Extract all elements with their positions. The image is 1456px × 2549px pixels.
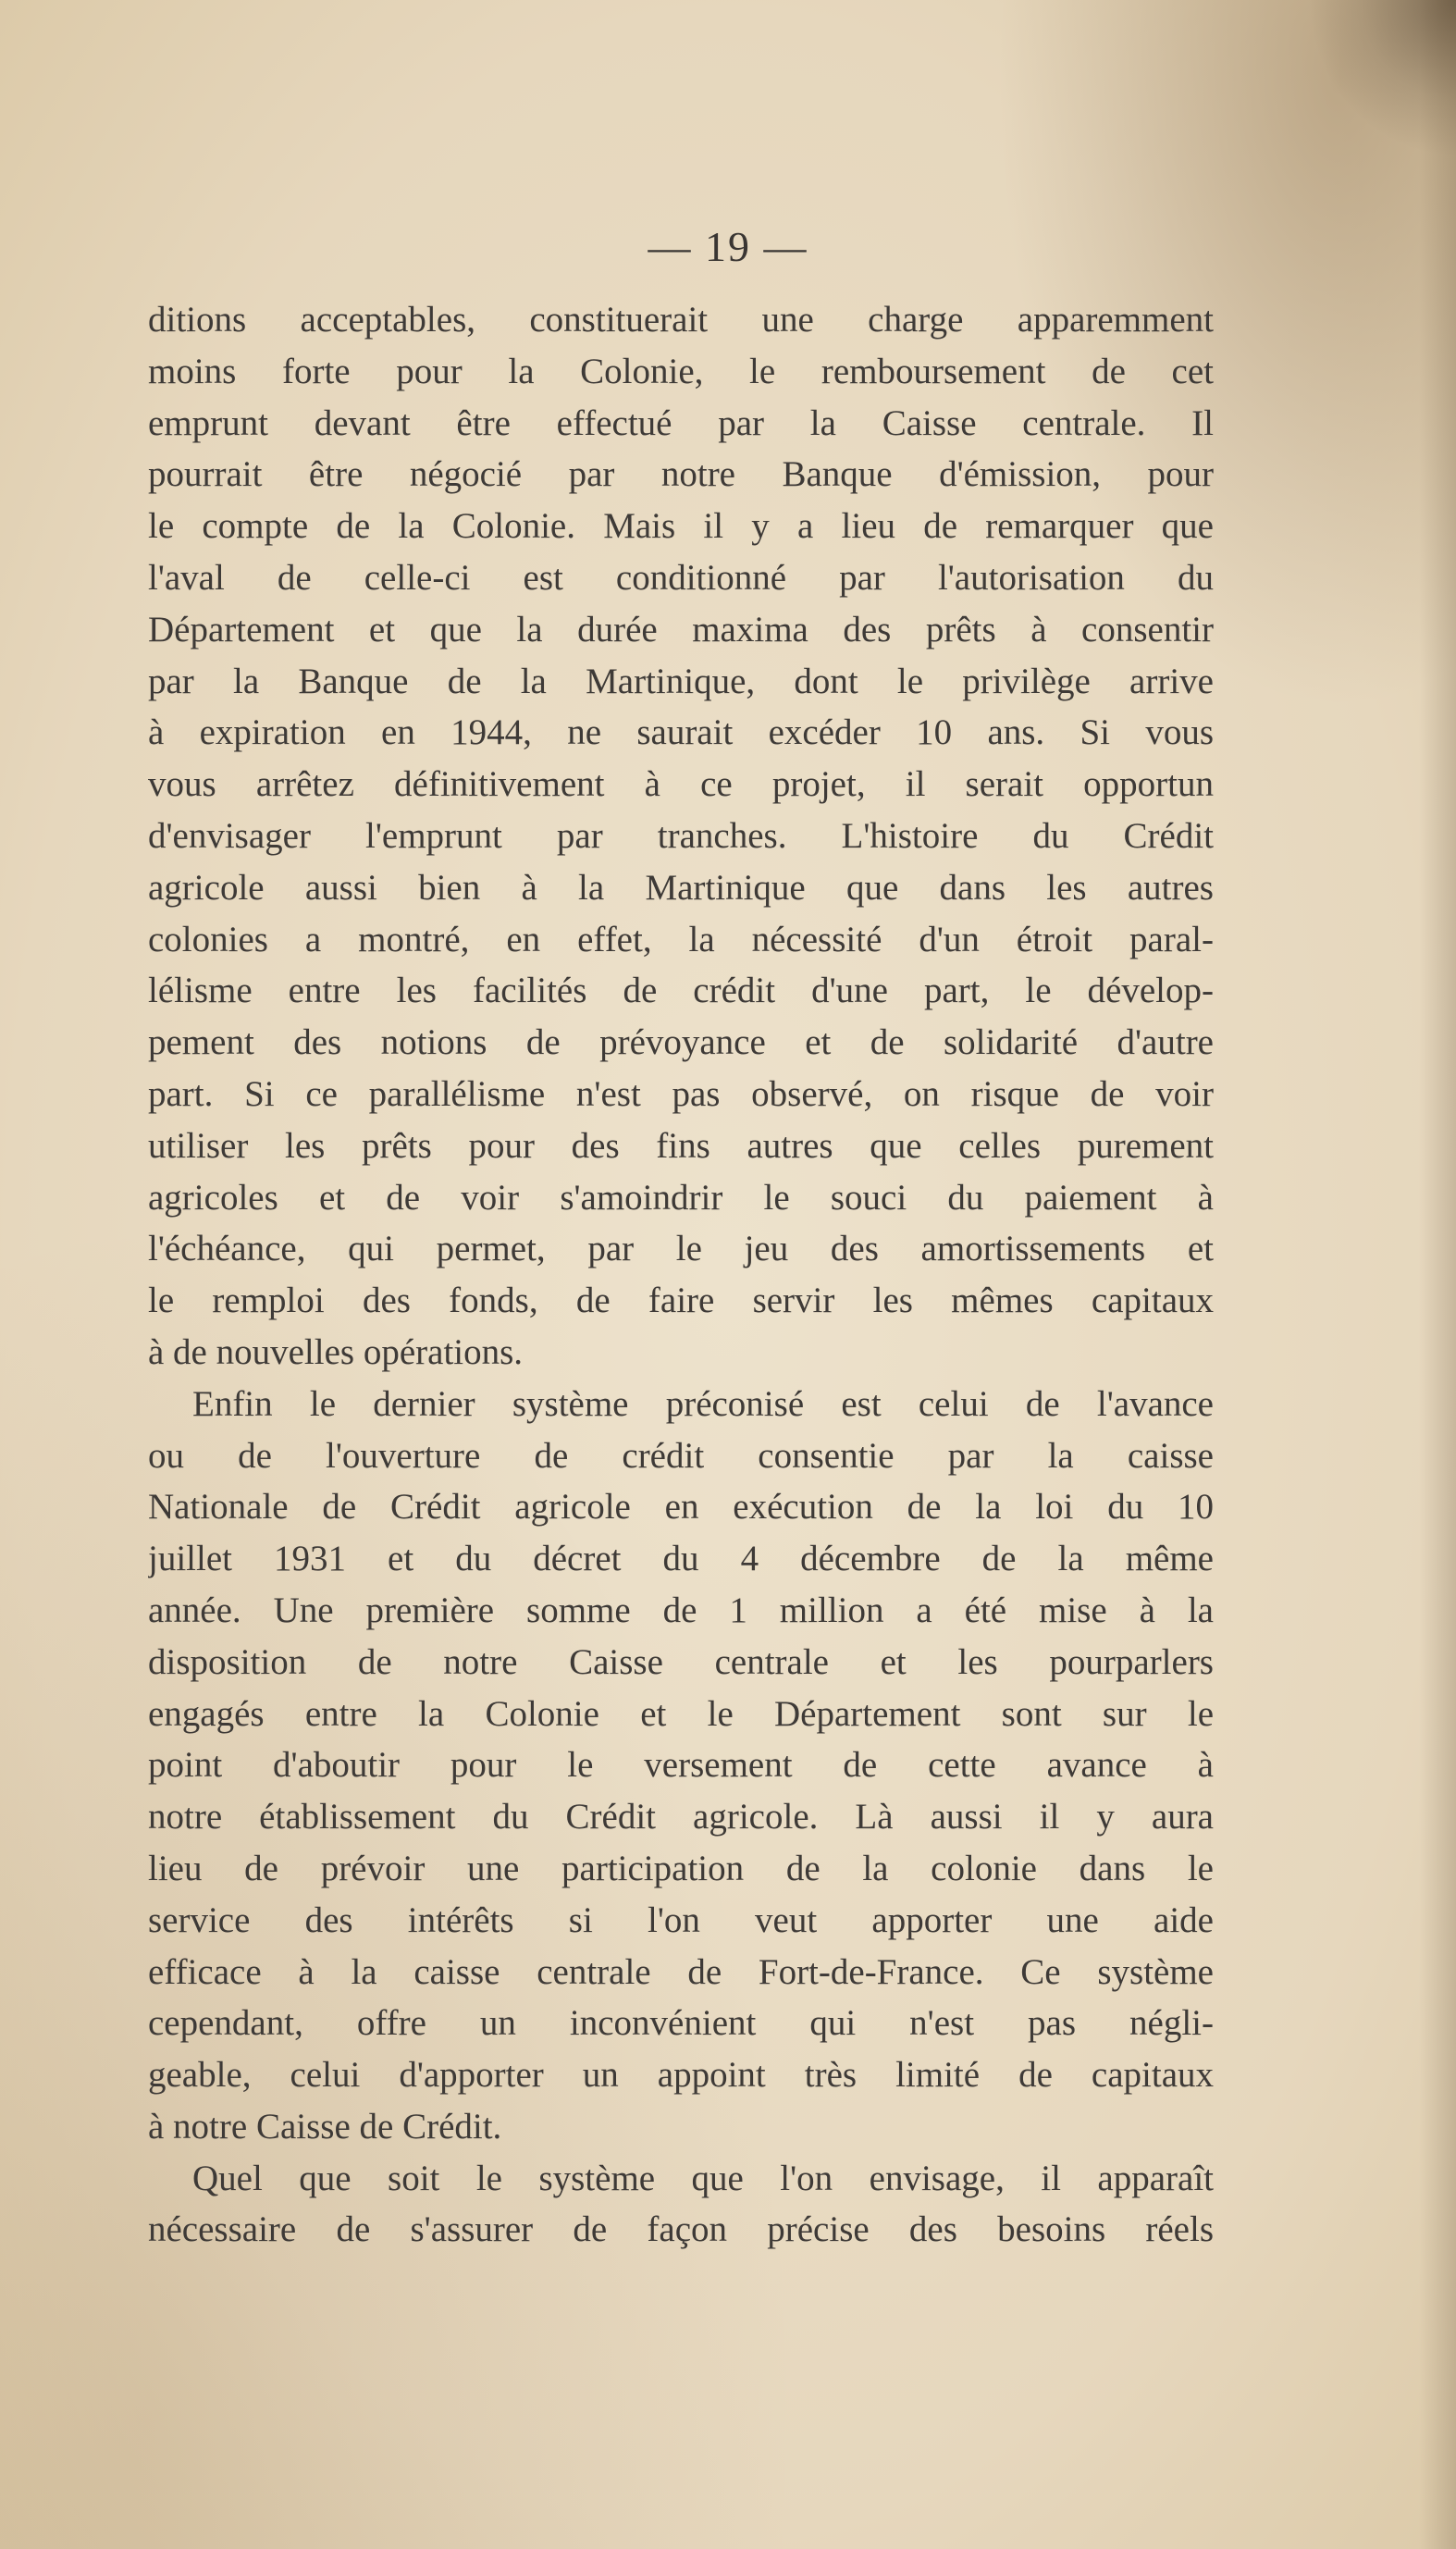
text-line: disposition de notre Caisse centrale et les pourparlers <box>148 1641 1214 1682</box>
text-line: le compte de la Colonie. Mais il y a lieu de remarquer que <box>148 506 1214 547</box>
text-line: le remploi des fonds, de faire servir les mêmes capitaux <box>148 1281 1214 1321</box>
text-line: agricole aussi bien à la Martinique que dans les autres <box>148 867 1214 908</box>
text-line: cependant, offre un inconvénient qui n'est pas négli- <box>148 2003 1214 2044</box>
text-line: ditions acceptables, constituerait une charge apparemment <box>148 300 1214 340</box>
text-line: emprunt devant être effectué par la Caisse centrale. Il <box>148 402 1214 443</box>
text-line: d'envisager l'emprunt par tranches. L'histoire du Crédit <box>148 815 1214 856</box>
text-line: à de nouvelles opérations. <box>148 1331 524 1372</box>
text-line: l'échéance, qui permet, par le jeu des amortissements et <box>148 1229 1214 1269</box>
text-line: par la Banque de la Martinique, dont le privilège arrive <box>148 661 1214 701</box>
text-line: Quel que soit le système que l'on envisage, il apparaît <box>192 2158 1214 2198</box>
text-line: année. Une première somme de 1 million a été mise à la <box>148 1590 1214 1630</box>
text-line: Département et que la durée maxima des prêts à consentir <box>148 609 1214 650</box>
text-line: pourrait être négocié par notre Banque d'émission, pour <box>148 454 1214 495</box>
text-line: Nationale de Crédit agricole en exécution de la loi du 10 <box>148 1487 1214 1528</box>
text-line: ou de l'ouverture de crédit consentie par la caisse <box>148 1435 1214 1476</box>
text-line: service des intérêts si l'on veut apporter une aide <box>148 1899 1214 1940</box>
text-line: moins forte pour la Colonie, le remboursement de cet <box>148 351 1214 391</box>
page-number: — 19 — <box>648 223 808 270</box>
text-line: geable, celui d'apporter un appoint très limité de capitaux <box>148 2055 1214 2096</box>
text-line: utiliser les prêts pour des fins autres que celles purement <box>148 1125 1214 1166</box>
text-line: part. Si ce parallélisme n'est pas observé, on risque de voir <box>148 1073 1214 1114</box>
text-line: juillet 1931 et du décret du 4 décembre de la même <box>148 1539 1214 1579</box>
text-line: vous arrêtez définitivement à ce projet, il serait opportun <box>148 764 1214 805</box>
text-line: Enfin le dernier système préconisé est celui de l'avance <box>192 1383 1214 1424</box>
text-line: lieu de prévoir une participation de la colonie dans le <box>148 1848 1214 1888</box>
text-line: engagés entre la Colonie et le Département sont sur le <box>148 1693 1214 1734</box>
text-line: nécessaire de s'assurer de façon précise des besoins réels <box>148 2209 1214 2250</box>
text-line: lélisme entre les facilités de crédit d'une part, le dévelop- <box>148 971 1214 1011</box>
text-line: à expiration en 1944, ne saurait excéder 10 ans. Si vous <box>148 712 1214 753</box>
text-line: colonies a montré, en effet, la nécessité d'un étroit paral- <box>148 919 1214 959</box>
page-edge-shadow <box>1419 0 1456 2549</box>
text-line: notre établissement du Crédit agricole. Là aussi il y aura <box>148 1797 1214 1838</box>
text-line: l'aval de celle-ci est conditionné par l'autorisation du <box>148 557 1214 598</box>
text-line: agricoles et de voir s'amoindrir le souci du paiement à <box>148 1177 1214 1218</box>
text-line: point d'aboutir pour le versement de cette avance à <box>148 1745 1214 1786</box>
text-line: efficace à la caisse centrale de Fort-de-France. Ce système <box>148 1951 1214 1992</box>
body-text <box>148 294 1214 2256</box>
text-line: pement des notions de prévoyance et de solidarité d'autre <box>148 1022 1214 1063</box>
text-line: à notre Caisse de Crédit. <box>148 2106 502 2147</box>
